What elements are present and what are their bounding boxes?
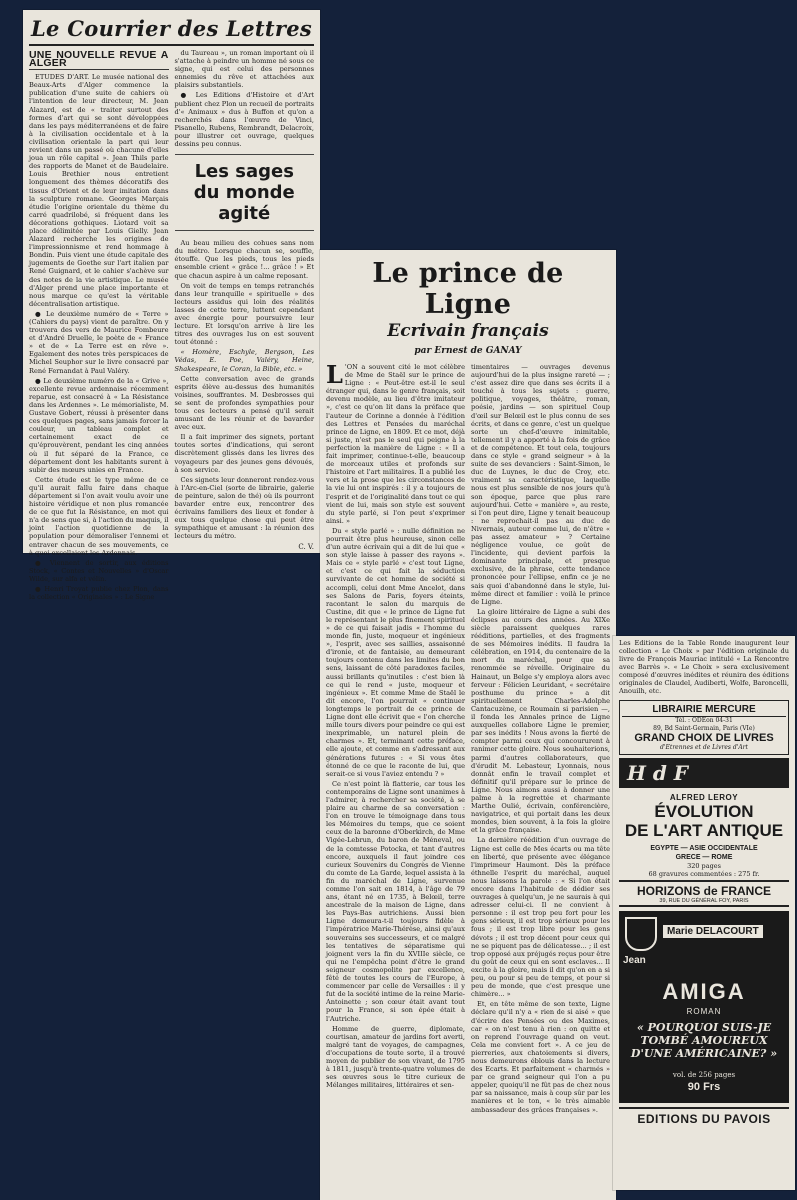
clipping-advertisements — [613, 636, 795, 1190]
horizons-de-france-banner — [619, 880, 789, 907]
librairie-name: LIBRAIRIE MERCURE — [622, 703, 786, 717]
ligne-column-left — [326, 360, 465, 1116]
amiga-price: 90 Frs — [687, 1080, 721, 1093]
paragraph: Du « style parlé » : nulle définition ne pourrait être plus heureuse, sinon celle d'un autre écrivain qui a dit de lui que « son style laisse à passer des rayons ». Mais ce « style parlé » c'est tout Ligne, et c'est ce qui fait la séduction survivante de cet homme de société si accompli, celui dont Mme Ancelot, dans ses Salons de Paris, foyers éteints, racontant le salon du marquis de Custine, dit que « le prince de Ligne fut le représentant le plus finement spirituel » de ce qui faisait jadis « l'homme du monde fin, juste, moqueur et ingénieux », l'esprit, avec ses saillies, assaisonné d'ironie, et de fantaisie, au demeurant toujours contenu dans les limites du bon sens, laissant de côté paradoxes faciles, aussi brillants qu'inutiles : c'est bien là ce qui le rend « juste, moqueur et ingénieux ». Et comme Mme de Staël le dit encore, l'on pourrait « continuer longtemps le portrait de ce prince de Ligne dont elle écrivit que « l'on cherche mille tours divers pour peindre ce qui est inexprimable, un naturel plein de charmes ». Et, terminant cette préface, elle ajoute, et comme en s'adressant aux générations futures : « Si vous êtes étonné de ce que le raconte de lui, que serait-ce si vous l'aviez entendu ? » — [326, 526, 465, 778]
librairie-mercure-ad — [619, 700, 789, 755]
paragraph: Homme de guerre, diplomate, courtisan, amateur de jardins fort averti, malgré tant de voyages, de campagnes, d'occupations de toute sorte, il a trouvé moyen de publier de son vivant, de 1795 à 1811, jusqu'à trente-quatre volumes de ses œuvres sous le titre curieux de Mélanges militaires, littéraires et sen- — [326, 1024, 465, 1090]
clipping-prince-de-ligne — [320, 250, 616, 1200]
paragraph: La dernière réédition d'un ouvrage de Ligne est celle de Mes écarts ou ma tête en liberté, que présente avec élégance l'imprimeur Haumont. Dès la préface éthnelle l'esprit du maréchal, auquel nous laissons la parole : « Si l'on était encore dans l'habitude de dédier ses ouvrages à quelqu'un, je ne saurais à qui adresser celui-ci. Il ne convient à personne : il est trop peu fort pour les gens sérieux, il est trop sérieux pour les fous ; il est trop libre pour les gens dévots ; il est trop décent pour ceux qui ne se piquent pas de délicatesse... ; il est trop opposé aux préjugés reçus pour être du goût de ceux qui en sont esclaves... Il excite à la gloire, mais il dit qu'on en a si peu, ou pour si peu de temps, et pour si peu de monde, que c'est presque une chimère... » — [471, 836, 610, 999]
librairie-choix: GRAND CHOIX DE LIVRES — [634, 732, 774, 744]
courrier-columns — [23, 46, 320, 603]
paragraph: Ces signets leur donneront rendez-vous à l'Arc-en-Ciel (sorte de librairie, galerie de peinture, salon de thé) où ils pourront bavarder entre eux, rencontrer des écrivains familiers des lieux et fonder à eux tous quelque chose qui peut être sympathique et amusant : la réunion des lecteurs du métro. — [174, 475, 314, 541]
book-author: ALFRED LEROY — [669, 792, 739, 802]
paragraph: ● Les Editions d'Histoire et d'Art publient chez Plon un recueil de portraits d'« Animaux » dus à Buffon et qu'on a recherchés dans l'œuvre de Vinci, Pisanello, Rubens, Rembrandt, Delacroix, pour illustrer cet ouvrage, quelques dessins peu connus. — [174, 91, 314, 149]
paragraph: Au beau milieu des cohues sans nom du métro. Lorsque chacun se, souffle, étouffe. Que les pieds, tous les pieds ensemble crient « grâce !... grâce ! » Et que chacun aspire à un calme reposant. — [174, 239, 314, 280]
paragraph: ● Le deuxième numéro de « Terre » (Cahiers du pays) vient de paraître. On y trouvera des vers de Maurice Fombeure et d'André Druelle, le poète de « France » et de « La Terre est en rêve ». Egalement des notes très perspicaces de Michel Seuphor sur le livre consacré par René Fernandat à Paul Valéry. — [29, 309, 169, 375]
amiga-title: AMIGA — [662, 978, 746, 1004]
ligne-column-right — [471, 363, 610, 1116]
sages-headline — [175, 154, 315, 231]
article-title: Le prince de Ligne — [372, 258, 564, 320]
amiga-genre: ROMAN — [686, 1006, 722, 1016]
paragraph: du Taureau », un roman important où il s'attache à peindre un homme né sous ce signe, qui est celui des personnes ennemies du rêve et attachées aux plaisirs substantiels. — [174, 49, 314, 90]
amiga-book-ad — [619, 911, 789, 1103]
clipping-courrier-des-lettres — [23, 10, 320, 602]
paragraph: 'ON a souvent cité le mot célèbre de Mme de Staël sur le prince de Ligne : « Peut-être est-il le seul étranger qui, dans le genre français, soit devenu modèle, au lieu d'être imitateur », c'est ce qu'on lit dans la préface que l'auteur de Corinne a donnée à l'édition des Lettres et Pensées du maréchal prince de Ligne, en 1809. Et ce mot, déjà si juste, n'est pas le seul qui peigne à la perfection la manière de Ligne : « Il a fait imprimer, continue-t-elle, beaucoup de morceaux utiles et profonds sur l'histoire et l'art militaires. Il a publié les vers et la prose que les circonstances de la vie lui ont inspirés : il y a toujours de l'esprit et de l'originalité dans tout ce qui vient de lui, mais son style est souvent du style parlé, si l'on peut s'exprimer ainsi. » — [326, 363, 465, 525]
librairie-tel: Tél. : ODEon 04-31 — [675, 717, 733, 724]
article-subtitle: Ecrivain français — [387, 321, 549, 341]
paragraph: Il a fait imprimer des signets, portant toutes sortes d'indications, qui seront discrètement glissés dans les livres des voyageurs par des jeunes gens dévoués, à son service. — [174, 433, 314, 474]
ligne-columns — [320, 360, 616, 1116]
paragraph: ● Viennent de sortir, aux éditions Stock, « Contes et Nouvelles » d'Oscar Wilde, sur alfa et vélin. — [29, 558, 169, 583]
book-title-line2: DE L'ART ANTIQUE — [624, 820, 784, 840]
paragraph-quote: « Homère, Eschyle, Bergson, Les Védas, E. Poe, Valéry, Heine, Shakespeare, le Coran, la Bible, etc. » — [174, 348, 314, 373]
horizons-address: 39, RUE DU GÉNÉRAL FOY, PARIS — [659, 897, 749, 904]
paragraph: Ce n'est point là flatterie, car tous les contemporains de Ligne sont unanimes à l'admirer, à rechercher sa société, à se plaire au charme de sa conversation : l'on en trouve le témoignage dans tous les Mémoires du temps, que ce soient ceux de la baronne d'Oberkirch, de Mme Vigée-Lebrun, du baron de Méneval, ou de la comtesse Potocka, et tant d'autres encore, auxquels il faut joindre ces curieux Souvenirs du Congrès de Vienne du comte de La Garde, lequel assista à la fin du maréchal de Ligne, survenue comme l'on sait en 1814, à l'âge de 79 ans, étant né en 1735, à Belœil, terre ancestrale de la maison de Ligne, dans les Pays-Bas autrichiens. Aussi bien Ligne demeura-t-il toujours fidèle à l'impératrice Marie-Thérèse, ainsi qu'aux souverains ses successeurs, et ce malgré les tentatives de séparatisme qui joignent vers la fin du XVIIIe siècle, ce qui ne l'empêcha point d'être le grand seigneur cosmopolite par excellence, fêté de toutes les cours de l'Europe, à commencer par celle de Versailles : il y fut de la société intime de la reine Marie-Antoinette ; son cœur était avant tout pour la France, si son épée était à l'Autriche. — [326, 779, 465, 1023]
courrier-column-left — [29, 49, 169, 603]
librairie-tag: d'Etrennes et de Livres d'Art — [660, 744, 748, 751]
drop-cap: L — [326, 360, 343, 389]
editions-du-pavois: EDITIONS DU PAVOIS — [619, 1107, 789, 1126]
article-heading-algiers: UNE NOUVELLE REVUE A ALGER — [29, 49, 169, 70]
masthead: Le Courrier des Lettres — [29, 14, 314, 46]
horizons-name: HORIZONS de FRANCE — [636, 883, 771, 898]
amiga-author-surname: Marie DELACOURT — [663, 925, 763, 938]
librairie-address: 89, Bd Saint-Germain, Paris (VIe) — [653, 724, 755, 732]
paragraph: Cette étude est le type même de ce qu'il aurait fallu faire dans chaque département si l'on avait voulu avoir une histoire véridique et non plus romancée de ce que fut la Résistance, en mot qui n'a de sens que si, à l'action du maquis, il joint l'action quotidienne de la population pour démoraliser l'ennemi et entraver chacun de ses mouvements, ce à quoi excellaient les Ardennais. — [29, 475, 169, 557]
sages-headline-line1: Les sages — [194, 161, 294, 183]
book-title-line1: ÉVOLUTION — [654, 801, 754, 821]
article-byline: par Ernest de GANAY — [414, 346, 522, 356]
book-subtitle-2: GRECE — ROME — [675, 853, 733, 861]
book-gravures: 68 gravures commentées : 275 fr. — [648, 869, 760, 878]
paragraph: ● Henri Troyat publie chez Plon, dans la collection « Originales » : Le Signe — [29, 585, 169, 602]
paragraph: La gloire littéraire de Ligne a subi des éclipses au cours des années. Au XIXe siècle paraissent quelques rares rééditions, partielles, et des fragments de ses Mémoires inédits. Il faudra la célébration, en 1914, du centenaire de la mort du maréchal, pour que sa renommée se réveille. Originaire du Hainaut, un Belge s'y employa alors avec ferveur : Félicien Leuridant, « secrétaire posthume du prince » a dit spirituellement Charles-Adolphe Cantacuzène, ce Roumain si parisien —, il fonda les Annales prince de Ligne auxquelles collabore Ligne le premier, par ses inédits ! Nous avons la fierté de compter parmi ceux qui concoururent à ranimer cette gloire. Nous souhaiterions, parmi d'autres collaborateurs, que d'érudit M. Lebasteur, Lyonnais, nous donnât enfin le travail complet et définitif qu'il prépare sur le prince de Ligne. Nous aimons aussi à donner une palme à la regrettée et charmante Marthe Oulié, écrivain, conférencière, navigatrice, et qui portait dans les deux mondes, bien souvent, à la fois la gloire et la grâce française. — [471, 607, 610, 835]
publisher-logo: H d F — [619, 758, 789, 788]
paragraph: Et, en tête même de son texte, Ligne déclare qu'il n'y a « rien de si aisé » que d'écrire des Pensées ou des Maximes, car « on n'est tenu à rien : on quitte et on reprend l'ouvrage quand on veut. Cela me convient fort ». A ce jeu de pierreries, aux chatoiements si divers, nous demeurons éblouis dans la lecture des Ecarts. Et parfaitement « charmés » par ce grand seigneur qui l'on a pu appeler, quoiqu'il ne fût pas de chez nous par sa naissance, mais à coup sûr par les manières et le ton, « le très aimable ambassadeur des grâces françaises ». — [471, 1000, 610, 1114]
paragraph: On voit de temps en temps retranchés dans leur tranquille « spirituelle » des lecteurs assidus qui loin des réalités lasses de cette terre, luttent cependant avec énergie pour poursuivre leur lecture. Et lorsqu'on arrive à lire les titres des ouvrages lus on est souvent tout étonné : — [174, 281, 314, 347]
amiga-volume: vol. de 256 pages — [672, 1070, 736, 1079]
crest-icon — [625, 917, 657, 951]
paragraph: timentaires — ouvrages devenus aujourd'hui de la plus insigne rareté — ; c'est assez dire que dans ses écrits il a touché à tous les sujets : guerre, politique, voyages, théâtre, roman, poésie, jardins — son spirituel Coup d'œil sur Belœil est le plus connu de ses écrits, et dans ce genre, c'est un quelque sorte un chef-d'œuvre inimitable, tellement il y a apporté à la fois de grâce et de compétence. Et tout cela, toujours dans ce style « grand seigneur » à la suite de ses devanciers : Saint-Simon, le duc de Luynes, le duc de Croy, etc. vraiment sa caractéristique, laquelle nous est plus sensible de nos jours qu'à son époque, parce que plus rare aujourd'hui. Cette « manière », au reste, si l'on peut dire, Ligne y tenait beaucoup : ne reprochait-il pas au duc de Nivernais, auteur comme lui, de n'être « pas assez amateur » ? Certaine négligence voulue, ce goût de l'incidente, qui devient parfois la dominante principale, et presque exclusive, de la phrase, cette tendance prononcée pour l'ellipse, enfin ce je ne sais quoi d'abandonné dans le style, lui-même direct et familier : voilà le prince de Ligne. — [471, 363, 610, 606]
signature: C. V. — [298, 542, 314, 551]
amiga-author-first: Jean — [623, 954, 646, 966]
courrier-column-right — [175, 49, 315, 603]
table-ronde-notice: Les Editions de la Table Ronde inaugurent leur collection « Le Choix » par l'édition originale du livre de François Mauriac intitulé « La Rencontre avec Barrès ». « Le Choix » sera exclusivement composé d'œuvres inédites et réunira des éditions originales de Claudel, Audiberti, Wolfe, Baroncelli, Anouilh, etc. — [619, 639, 789, 695]
paragraph: ETUDES D'ART. Le musée national des Beaux-Arts d'Alger commence la publication d'une suite de cahiers où l'intention de leur directeur, M. Jean Alazard, est de « traiter surtout des formes d'art qui se sont développées dans les pays méditerranéens et de faire à la civilisation occidentale et à la civilisation orientale la part qui leur revient dans un passé où chacune d'elles joua un rôle capital ». Jean Thils parle des rapports de Manet et de Baudelaire. Louis Brethier nous entretient longuement des thèmes décoratifs des tissus d'Orient et de leur imitation dans la sculpture romane. Georges Marçais étudie l'origine orientale du thème du carré quadrilobé, si fréquent dans les décorations gothiques. Liotard voit sa place délimitée par Louis Gielly. Jean Alazard recherche les origines de l'impressionnisme et rend hommage à Bondin. Puis vient une étude capitale des jugements de Goethe sur l'art italien par René Guignard, et le cahier s'achève sur des notes de la vie artistique. Le musée d'Alger prend une place importante et nous marque ce qu'est la véritable décentralisation artistique. — [29, 73, 169, 308]
book-pages: 320 pages — [687, 861, 721, 870]
sages-headline-line2: du monde agité — [193, 182, 295, 225]
book-subtitle-1: EGYPTE — ASIE OCCIDENTALE — [650, 844, 758, 852]
paragraph: Cette conversation avec de grands esprits élève au-dessus des humanités voisines, souffrantes. M. Desbrosses qui se sent de profondes sympathies pour tous ces lecteurs a pensé qu'il serait amusant de les réunir et de bavarder avec eux. — [174, 374, 314, 432]
amiga-quote: « POURQUOI SUIS-JE TOMBÉ AMOUREUX D'UNE AMÉRICAINE? » — [630, 1020, 778, 1060]
paragraph: ● Le deuxième numéro de la « Grive », excellente revue ardennaise récemment reparue, est consacré à « La Résistance dans les Ardennes ». Le mémorialiste, M. Gustave Gobert, réussi à présenter dans ces quelques pages, sans jamais forcer la couleur, un tableau complet et certainement exact de ce qu'éprouvèrent, pendant les cinq années où il fut séparé de la France, ce département dont les habitants surent à subir des mœurs unies en France. — [29, 376, 169, 474]
